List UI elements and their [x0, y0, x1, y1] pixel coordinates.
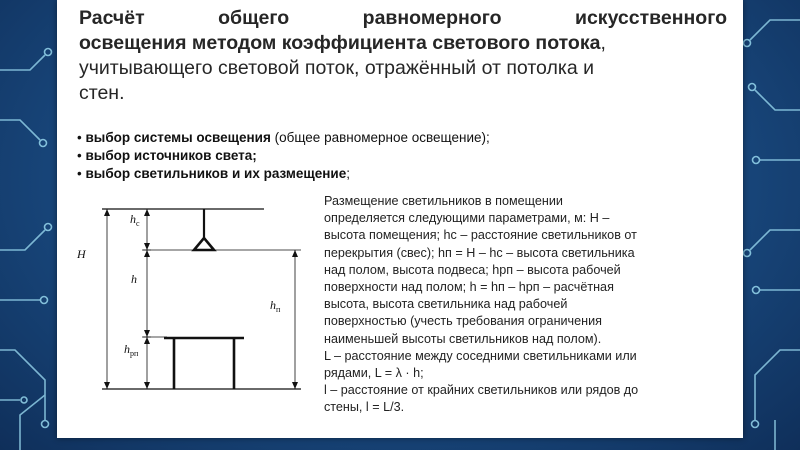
label-hp: $h_п$: [270, 298, 281, 314]
slide: [57, 0, 743, 438]
description-line: определяется следующими параметрами, м: H –: [324, 211, 610, 226]
description-line: над полом, высота подвеса; hрп – высота рабочей: [324, 262, 621, 277]
bullet-bold: выбор источников света;: [85, 148, 257, 163]
description-line: Размещение светильников в помещении: [324, 194, 563, 208]
title-line-3: учитывающего световой поток, отражённый от потолка и: [79, 57, 594, 79]
title-line-4: стен.: [79, 82, 125, 104]
description-line: поверхностью (учесть требования ограничения: [324, 314, 602, 329]
bullet-item: [77, 147, 490, 165]
bullet-text: (общее равномерное освещение);: [270, 130, 490, 145]
bullet-item: [77, 129, 490, 147]
title-line-1: Расчёт общего равномерного искусственного: [79, 7, 727, 29]
description-line: наименьшей высоты светильников над полом).: [324, 331, 602, 346]
label-h: h: [131, 272, 137, 286]
label-H: H: [77, 247, 86, 261]
bullet-list: [77, 129, 490, 183]
description-line: l – расстояние от крайних светильников или рядов до: [324, 383, 639, 398]
slide-title: [79, 6, 727, 106]
title-comma: ,: [600, 32, 606, 54]
description-line: поверхности над полом; h = hп – hрп – расчётная: [324, 280, 614, 295]
description-line: рядами, L = λ · h;: [324, 366, 424, 381]
description-line: высота, высота светильника над рабочей: [324, 297, 568, 312]
label-hrp: $h_{рп}$: [124, 342, 139, 358]
bullet-bold: выбор светильников и их размещение: [85, 166, 347, 181]
title-bold-part: освещения методом коэффициента светового потока: [79, 32, 601, 54]
label-hc: $h_c$: [130, 212, 140, 228]
description-line: L – расстояние между соседними светильниками или: [324, 348, 637, 363]
bullet-item: [77, 165, 490, 183]
title-line-2: [79, 31, 727, 56]
description-line: перекрытия (свес); hп = H – hс – высота светильника: [324, 245, 635, 260]
bullet-bold: выбор системы освещения: [85, 130, 271, 145]
luminaire-height-diagram: [67, 200, 317, 400]
description-line: высота помещения; hс – расстояние светильников от: [324, 228, 637, 243]
placement-description: [324, 193, 729, 417]
bullet-text: ;: [346, 166, 350, 181]
description-line: стены, l = L/3.: [324, 400, 405, 415]
